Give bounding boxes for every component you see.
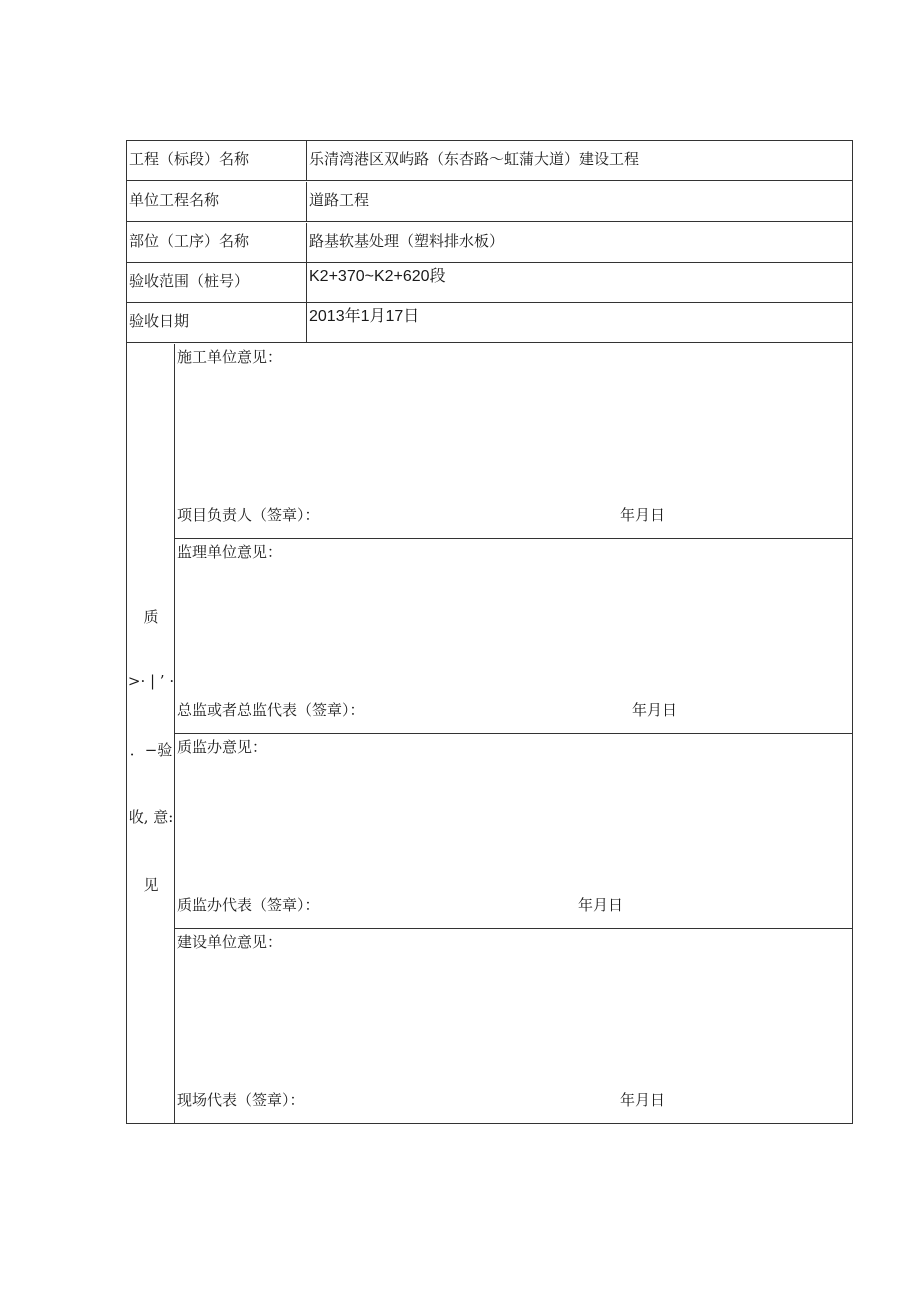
construction-signer-label: 项目负责人（签章）： — [177, 506, 320, 524]
construction-date-label: 年月日 — [620, 506, 666, 524]
vertical-label-line-4: 收, 意: — [128, 808, 174, 826]
owner-date-label: 年月日 — [620, 1091, 666, 1109]
unit-project-value: 道路工程 — [309, 191, 370, 209]
owner-signer-label: 现场代表（签章）： — [177, 1091, 305, 1109]
scope-label: 验收范围（桩号） — [127, 263, 307, 302]
info-row-scope — [127, 263, 852, 303]
part-process-label: 部位（工序）名称 — [127, 223, 307, 262]
vertical-label-line-3: ．−验 — [129, 741, 173, 759]
supervision-signer-label: 总监或者总监代表（签章）： — [177, 701, 365, 719]
construction-opinion-title: 施工单位意见： — [177, 348, 283, 366]
vertical-label-line-1: 质 — [143, 608, 159, 626]
supervision-date-label: 年月日 — [632, 701, 678, 719]
quality-office-date-label: 年月日 — [578, 896, 624, 914]
vertical-label-line-2: >· | ’ · — [127, 672, 175, 690]
info-row-date — [127, 303, 852, 343]
info-row-unit-project — [127, 182, 852, 222]
project-name-value: 乐清湾港区双屿路（东杏路～虹蒲大道）建设工程 — [309, 150, 640, 168]
quality-office-opinion-title: 质监办意见： — [177, 738, 268, 756]
acceptance-date-label: 验收日期 — [127, 303, 307, 342]
construction-unit-opinion-section — [175, 344, 852, 539]
quality-acceptance-opinion-label — [127, 344, 175, 1123]
owner-opinion-title: 建设单位意见： — [177, 933, 283, 951]
acceptance-form-table — [126, 140, 853, 1124]
part-process-value: 路基软基处理（塑料排水板） — [309, 232, 505, 250]
acceptance-date-value: 2013年1月17日 — [309, 308, 420, 325]
supervision-unit-opinion-section — [175, 539, 852, 734]
quality-office-opinion-section — [175, 734, 852, 929]
scope-value: K2+370~K2+620段 — [309, 268, 446, 285]
project-name-label: 工程（标段）名称 — [127, 141, 307, 180]
vertical-label-line-5: 见 — [143, 876, 159, 894]
quality-office-signer-label: 质监办代表（签章）： — [177, 896, 320, 914]
owner-unit-opinion-section — [175, 929, 852, 1124]
unit-project-label: 单位工程名称 — [127, 182, 307, 221]
info-row-part-process — [127, 223, 852, 263]
info-row-project-name — [127, 141, 852, 181]
supervision-opinion-title: 监理单位意见： — [177, 543, 283, 561]
